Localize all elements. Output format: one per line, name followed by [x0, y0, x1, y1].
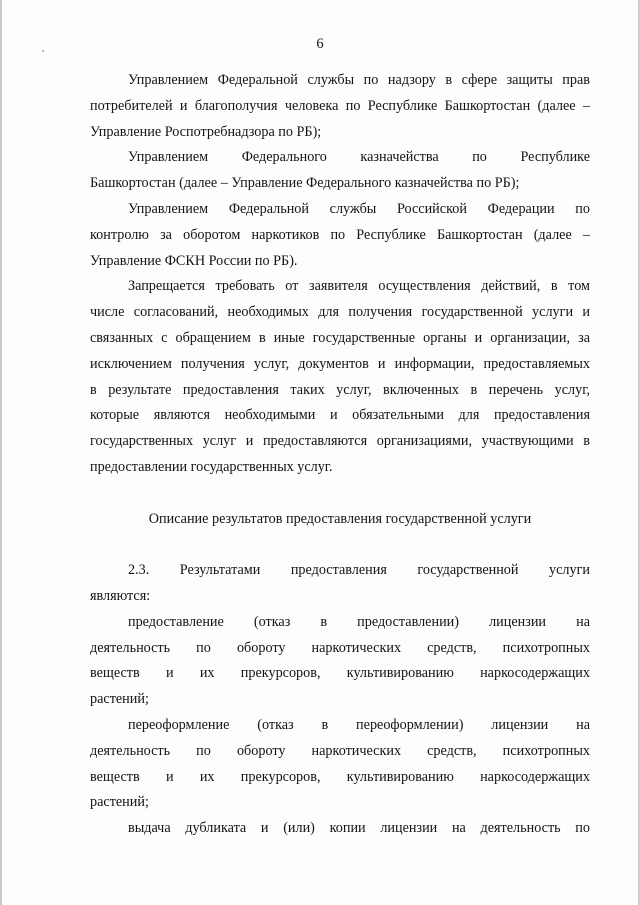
- results-paragraph-3-line-2: деятельность по обороту наркотических средств, психотропных: [90, 742, 590, 759]
- paragraph-4-line-4: исключением получения услуг, документов и информации, предоставляемых: [90, 355, 590, 372]
- results-paragraph-3-line-4: растений;: [90, 794, 149, 811]
- section-heading: Описание результатов предоставления государственной услуги: [148, 510, 532, 527]
- page-number: 6: [316, 36, 324, 52]
- paragraph-4-line-5: в результате предоставления таких услуг, включенных в перечень услуг,: [90, 381, 590, 398]
- section-spacer: [90, 481, 590, 507]
- results-paragraph-3-line-1: переоформление (отказ в переоформлении) лицензии на: [128, 716, 590, 733]
- paragraph-4-line-8: предоставлении государственных услуг.: [90, 458, 333, 475]
- paragraph-1-line-3: Управление Роспотребнадзора по РБ);: [90, 123, 322, 140]
- results-paragraph-2-line-4: растений;: [90, 691, 149, 708]
- results-paragraph-2-line-3: веществ и их прекурсоров, культивированию наркосодержащих: [90, 665, 590, 682]
- results-paragraph-2-line-2: деятельность по обороту наркотических средств, психотропных: [90, 639, 590, 656]
- paragraph-3-line-2: контролю за оборотом наркотиков по Республике Башкортостан (далее –: [90, 226, 590, 243]
- results-paragraph-1-line-2: являются:: [90, 587, 151, 604]
- results-paragraph-2-line-1: предоставление (отказ в предоставлении) лицензии на: [128, 613, 590, 630]
- results-paragraph-3-line-3: веществ и их прекурсоров, культивированию наркосодержащих: [90, 768, 590, 785]
- results-paragraph-4-line-1: выдача дубликата и (или) копии лицензии на деятельность по: [128, 820, 590, 837]
- paragraph-4-line-2: числе согласований, необходимых для получения государственной услуги и: [90, 304, 590, 321]
- scan-speck: [42, 50, 44, 52]
- paragraph-4-line-3: связанных с обращением в иные государственные органы и организации, за: [90, 329, 590, 346]
- paragraph-2-line-2: Башкортостан (далее – Управление Федерального казначейства по РБ);: [90, 175, 520, 192]
- paragraph-4-line-1: Запрещается требовать от заявителя осуществления действий, в том: [128, 278, 590, 295]
- paragraph-1-line-1: Управлением Федеральной службы по надзору в сфере защиты прав: [128, 72, 590, 88]
- paragraph-3-line-1: Управлением Федеральной службы Российской Федерации по: [128, 200, 590, 217]
- paragraph-1-line-2: потребителей и благополучия человека по Республике Башкортостан (далее –: [90, 97, 590, 114]
- section-spacer: [90, 532, 590, 558]
- document-body: [90, 68, 590, 842]
- paragraph-2-line-1: Управлением Федерального казначейства по Республике: [128, 149, 590, 166]
- paragraph-4-line-6: которые являются необходимыми и обязательными для предоставления: [90, 407, 590, 424]
- paragraph-3-line-3: Управление ФСКН России по РБ).: [90, 252, 298, 269]
- paragraph-4-line-7: государственных услуг и предоставляются организациями, участвующими в: [90, 433, 590, 450]
- results-paragraph-1-line-1: 2.3. Результатами предоставления государственной услуги: [128, 562, 590, 579]
